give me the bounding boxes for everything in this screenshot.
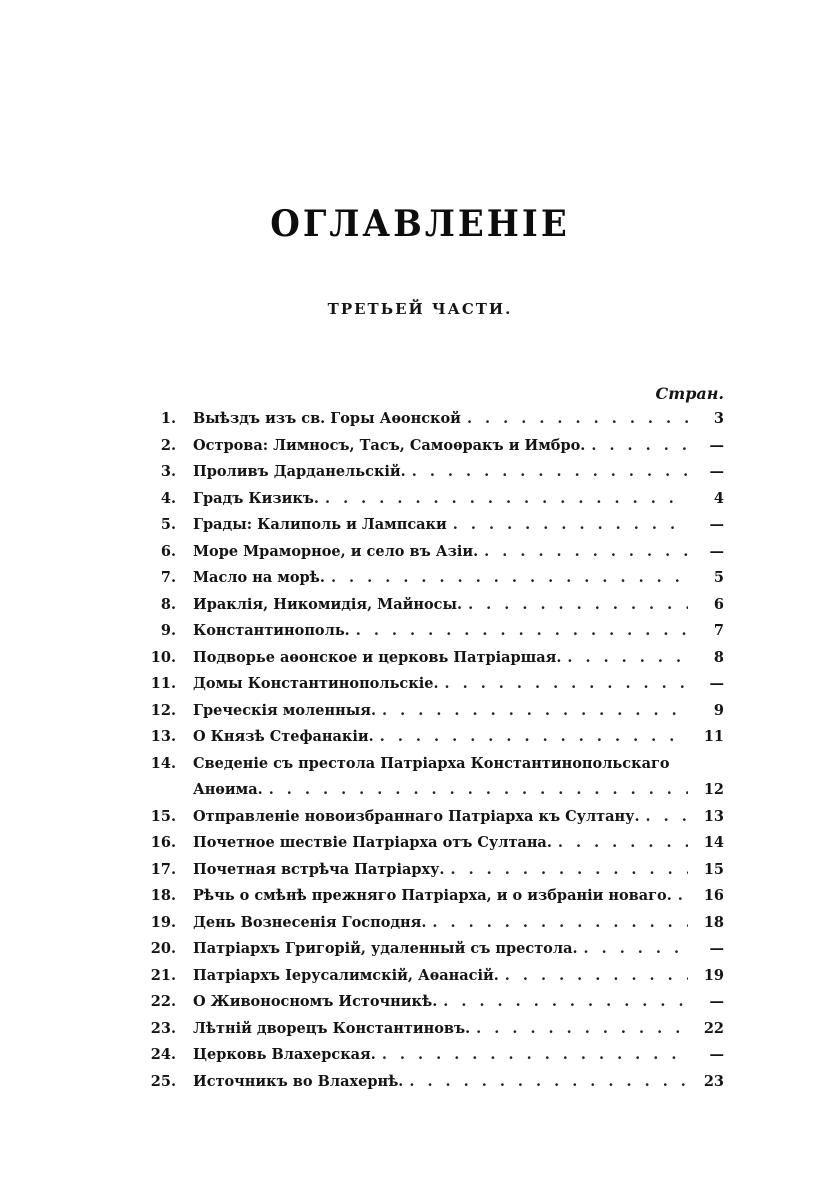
dot-leader (409, 1073, 688, 1090)
entry-page-number: — (709, 516, 724, 533)
table-of-contents (140, 410, 724, 1099)
dot-leader (356, 622, 688, 639)
entry-number: 10. (150, 648, 176, 666)
entry-title: Источникъ во Влахернѣ. (193, 1072, 404, 1090)
dot-leader (678, 887, 688, 904)
page-title: ОГЛАВЛЕНІЕ (270, 202, 570, 246)
toc-entry (140, 940, 724, 967)
entry-title: Море Мраморное, и село въ Азіи. (193, 542, 479, 560)
entry-title: Ираклія, Никомидія, Майносы. (193, 595, 463, 613)
toc-entry (140, 914, 724, 941)
toc-entry (140, 543, 724, 570)
toc-entry (140, 675, 724, 702)
dot-leader (269, 781, 688, 798)
entry-title: Масло на морѣ. (193, 569, 325, 586)
toc-entry (140, 728, 724, 755)
entry-title: Патріархъ Іерусалимскій, Аѳанасій. (193, 966, 499, 984)
entry-page-number: 4 (713, 489, 724, 507)
entry-page-number: 22 (703, 1019, 724, 1037)
dot-leader (505, 967, 688, 984)
entry-page-number: 5 (713, 569, 724, 586)
dot-leader (331, 569, 688, 586)
entry-page-number: 16 (703, 887, 724, 904)
entry-number: 11. (150, 675, 176, 692)
entry-number: 12. (150, 701, 176, 719)
entry-title: Сведеніе съ престола Патріарха Константинопольскаго (193, 754, 670, 772)
entry-page-number: 13 (703, 807, 724, 825)
entry-page-number: 23 (703, 1072, 724, 1090)
entry-page-number: 8 (713, 648, 724, 666)
dot-leader (380, 728, 688, 745)
toc-entry (140, 702, 724, 729)
entry-page-number: 18 (703, 913, 724, 931)
entry-title: Рѣчь о смѣнѣ прежняго Патріарха, и о избраніи новаго. (193, 887, 672, 904)
entry-page-number: 9 (713, 701, 724, 719)
entry-page-number: 12 (703, 781, 724, 798)
dot-leader (412, 463, 688, 480)
entry-number: 19. (150, 913, 176, 931)
toc-entry (140, 755, 724, 782)
entry-title: О Князѣ Стефанакіи. (193, 728, 374, 745)
toc-entry (140, 967, 724, 994)
entry-page-number: 14 (703, 834, 724, 851)
entry-title: Анѳима. (193, 781, 263, 798)
entry-page-number: — (709, 436, 724, 454)
dot-leader (382, 702, 688, 719)
dot-leader (325, 490, 688, 507)
entry-number: 13. (150, 728, 176, 745)
entry-title: Константинополь. (193, 622, 350, 639)
toc-entry (140, 437, 724, 464)
entry-page-number: 7 (713, 622, 724, 639)
entry-number: 3. (160, 463, 176, 480)
dot-leader (476, 1020, 688, 1037)
entry-number: 14. (150, 754, 176, 772)
entry-page-number: — (709, 993, 724, 1010)
entry-title: Греческія моленныя. (193, 701, 377, 719)
entry-title: Домы Константинопольскіе. (193, 675, 439, 692)
entry-page-number: 6 (713, 595, 724, 613)
dot-leader (453, 516, 688, 533)
entry-number: 18. (150, 887, 176, 904)
dot-leader (467, 410, 688, 427)
entry-title: Церковь Влахерская. (193, 1046, 376, 1063)
entry-title: Отправленіе новоизбраннаго Патріарха къ Султану. (193, 807, 640, 825)
entry-number: 25. (150, 1072, 176, 1090)
toc-entry (140, 516, 724, 543)
entry-title: Выѣздъ изъ св. Горы Аѳонской (193, 410, 461, 427)
toc-entry (140, 649, 724, 676)
entry-title: Патріархъ Григорій, удаленный съ престола. (193, 940, 578, 957)
dot-leader (382, 1046, 688, 1063)
toc-entry (140, 834, 724, 861)
entry-number: 1. (160, 410, 176, 427)
dot-leader (584, 940, 688, 957)
toc-entry (140, 463, 724, 490)
entry-number: 22. (150, 993, 176, 1010)
entry-number: 9. (160, 622, 176, 639)
entry-title: Градъ Кизикъ. (193, 489, 319, 507)
entry-number: 2. (160, 436, 176, 454)
entry-number: 7. (160, 569, 176, 586)
toc-entry (140, 490, 724, 517)
entry-number: 20. (150, 940, 176, 957)
entry-number: 15. (150, 807, 176, 825)
entry-title: Лѣтній дворецъ Константиновъ. (193, 1019, 471, 1037)
entry-number: 17. (150, 860, 176, 878)
entry-title: Острова: Лимносъ, Тасъ, Самоѳракъ и Имбро. (193, 436, 586, 454)
dot-leader (558, 834, 688, 851)
page-column-label: Стран. (655, 384, 724, 403)
dot-leader (450, 861, 688, 878)
toc-entry (140, 808, 724, 835)
entry-number: 6. (160, 542, 176, 560)
toc-entry (140, 887, 724, 914)
entry-number: 16. (150, 834, 176, 851)
entry-page-number: — (709, 675, 724, 692)
toc-entry (140, 861, 724, 888)
entry-page-number: — (709, 1046, 724, 1063)
entry-page-number: — (709, 542, 724, 560)
entry-title: Подворье аѳонское и церковь Патріаршая. (193, 648, 562, 666)
dot-leader (591, 437, 688, 454)
toc-entry (140, 781, 724, 808)
dot-leader (443, 993, 688, 1010)
entry-number: 23. (150, 1019, 176, 1037)
toc-entry (140, 1073, 724, 1100)
toc-entry (140, 622, 724, 649)
entry-page-number: 11 (703, 728, 724, 745)
toc-entry (140, 569, 724, 596)
entry-title: Почетное шествіе Патріарха отъ Султана. (193, 834, 552, 851)
entry-title: О Живоносномъ Источникѣ. (193, 993, 438, 1010)
dot-leader (646, 808, 688, 825)
entry-page-number: 19 (703, 966, 724, 984)
page-subtitle: ТРЕТЬЕЙ ЧАСТИ. (327, 300, 513, 318)
toc-entry (140, 1046, 724, 1073)
entry-number: 21. (150, 966, 176, 984)
entry-title: Почетная встрѣча Патріарху. (193, 860, 445, 878)
dot-leader (432, 914, 688, 931)
entry-title: День Вознесенія Господня. (193, 913, 427, 931)
entry-page-number: 3 (713, 410, 724, 427)
toc-entry (140, 410, 724, 437)
entry-title: Проливъ Дарданельскій. (193, 463, 406, 480)
entry-number: 8. (160, 595, 176, 613)
entry-page-number: 15 (703, 860, 724, 878)
toc-entry (140, 1020, 724, 1047)
entry-number: 24. (150, 1046, 176, 1063)
entry-page-number: — (709, 940, 724, 957)
dot-leader (468, 596, 688, 613)
dot-leader (445, 675, 689, 692)
toc-entry (140, 993, 724, 1020)
dot-leader (567, 649, 688, 666)
entry-title: Грады: Калиполь и Лампсаки (193, 516, 447, 533)
entry-number: 4. (160, 489, 176, 507)
entry-page-number: — (709, 463, 724, 480)
dot-leader (484, 543, 688, 560)
entry-number: 5. (160, 516, 176, 533)
toc-entry (140, 596, 724, 623)
